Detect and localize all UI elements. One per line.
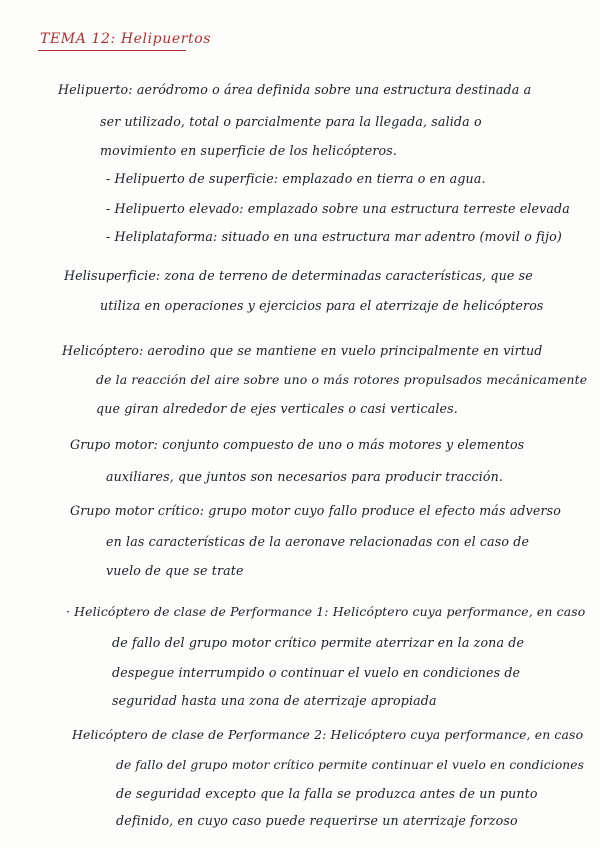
- text-line: de fallo del grupo motor crítico permite continuar el vuelo en condiciones: [116, 758, 585, 772]
- text-line: · Helicóptero de clase de Performance 1: Helicóptero cuya performance, en caso: [66, 604, 586, 619]
- text-line: Helicóptero: aerodino que se mantiene en vuelo principalmente en virtud: [62, 343, 543, 358]
- list-item: - Heliplataforma: situado en una estructura mar adentro (movil o fijo): [106, 229, 562, 244]
- text-line: Grupo motor crítico: grupo motor cuyo fallo produce el efecto más adverso: [70, 503, 561, 518]
- text-line: Helipuerto: aeródromo o área definida sobre una estructura destinada a: [58, 82, 532, 97]
- text-line: de seguridad excepto que la falla se produzca antes de un punto: [116, 786, 538, 801]
- text-line: en las características de la aeronave relacionadas con el caso de: [106, 534, 530, 549]
- text-line: Grupo motor: conjunto compuesto de uno o más motores y elementos: [70, 437, 525, 452]
- text-line: despegue interrumpido o continuar el vuelo en condiciones de: [112, 665, 521, 680]
- text-line: de fallo del grupo motor crítico permite aterrizar en la zona de: [112, 635, 525, 650]
- text-line: utiliza en operaciones y ejercicios para el aterrizaje de helicópteros: [100, 298, 544, 313]
- text-line: vuelo de que se trate: [106, 563, 244, 578]
- text-line: Helicóptero de clase de Performance 2: Helicóptero cuya performance, en caso: [72, 727, 584, 742]
- text-line: ser utilizado, total o parcialmente para la llegada, salida o: [100, 114, 482, 129]
- list-item: - Helipuerto de superficie: emplazado en tierra o en agua.: [106, 171, 486, 186]
- title-underline: [38, 50, 186, 51]
- text-line: de la reacción del aire sobre uno o más rotores propulsados mecánicamente: [96, 372, 588, 387]
- text-line: que giran alrededor de ejes verticales o casi verticales.: [96, 401, 458, 416]
- text-line: definido, en cuyo caso puede requerirse un aterrizaje forzoso: [116, 813, 518, 828]
- text-line: seguridad hasta una zona de aterrizaje apropiada: [112, 693, 437, 708]
- page-title: TEMA 12: Helipuertos: [40, 31, 212, 47]
- list-item: - Helipuerto elevado: emplazado sobre una estructura terreste elevada: [106, 201, 570, 216]
- text-line: movimiento en superficie de los helicópteros.: [100, 143, 397, 158]
- text-line: Helisuperficie: zona de terreno de determinadas características, que se: [64, 268, 533, 283]
- text-line: auxiliares, que juntos son necesarios para producir tracción.: [106, 469, 504, 484]
